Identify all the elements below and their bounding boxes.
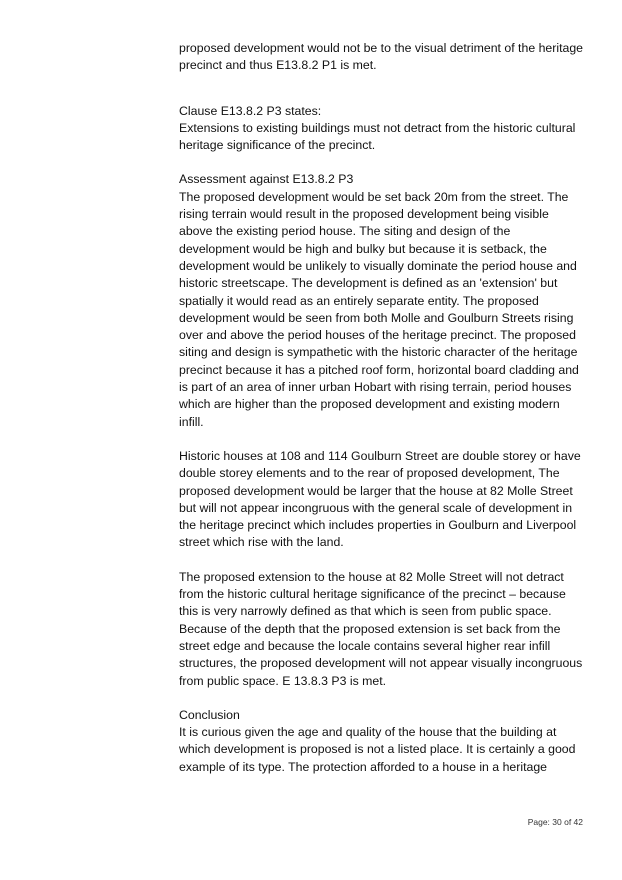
historic-houses-paragraph: Historic houses at 108 and 114 Goulburn Street are double storey or have double storey elements and to the rear of proposed development, The proposed development would be larger that the house at 82 Molle Street but will not appear incongruous with the general scale of development in the heritage precinct which includes properties in Goulburn and Liverpool street which rise with the land. <box>179 448 581 550</box>
clause-heading: Clause E13.8.2 P3 states: <box>179 103 322 118</box>
page-number: Page: 30 of 42 <box>527 817 583 827</box>
conclusion-heading: Conclusion <box>179 707 240 722</box>
assessment-heading: Assessment against E13.8.2 P3 <box>179 172 354 187</box>
extension-paragraph: The proposed extension to the house at 82 Molle Street will not detract from the historic cultural heritage significance of the precinct – because this is very narrowly defined as that which is seen from public space. Because of the depth that the proposed extension is set back from the street edge and because the locale contains several higher rear infill structures, the proposed development will not appear visually incongruous from public space. E 13.8.3 P3 is met. <box>179 569 583 688</box>
assessment-text: The proposed development would be set back 20m from the street. The rising terrain would result in the proposed development being visible above the existing period house. The siting and design of the development would be high and bulky but because it is setback, the development would be unlikely to visually dominate the period house and historic streetscape. The development is defined as an 'extension' but spatially it would read as an entirely separate entity. The proposed development would be seen from both Molle and Goulburn Streets rising over and above the period houses of the heritage precinct. The proposed siting and design is sympathetic with the historic character of the heritage precinct because it has a pitched roof form, horizontal board cladding and is part of an area of inner urban Hobart with rising terrain, period houses which are higher than the proposed development and existing modern infill. <box>179 189 579 429</box>
paragraph-intro-end: proposed development would not be to the visual detriment of the heritage precinct and thus E13.8.2 P1 is met. <box>179 41 584 73</box>
conclusion-text: It is curious given the age and quality of the house that the building at which development is proposed is not a listed place. It is certainly a good example of its type. The protection afforded to a house in a heritage <box>179 725 576 774</box>
document-body <box>179 40 584 776</box>
clause-text: Extensions to existing buildings must not detract from the historic cultural heritage significance of the precinct. <box>179 120 576 153</box>
